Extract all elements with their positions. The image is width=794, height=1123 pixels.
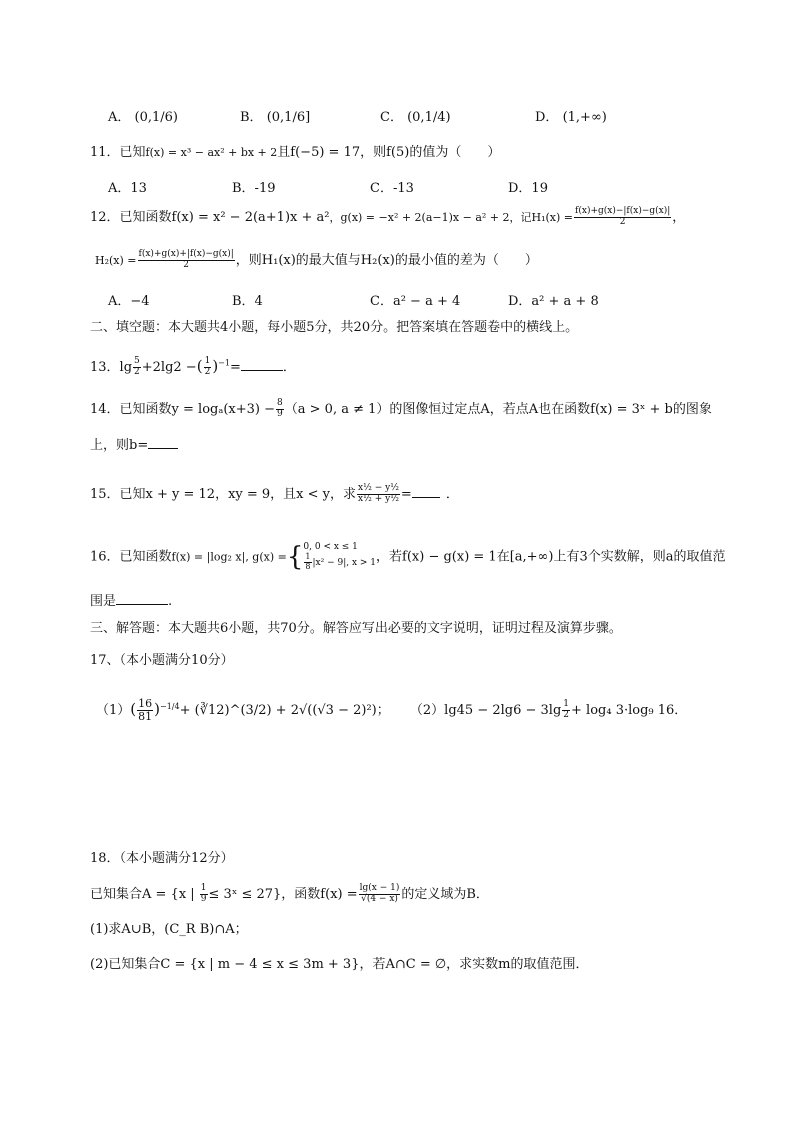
section3-heading: 三、解答题：本大题共6小题，共70分。解答应写出必要的文字说明，证明过程及演算步骤。 xyxy=(90,621,622,636)
q11-option-b: B．-19 xyxy=(232,181,276,196)
q18-line2: (1)求A∪B，(C_R B)∩A； xyxy=(90,922,248,937)
q10-option-b: B． (0,1/6] xyxy=(240,110,311,125)
h1-fraction: $\frac{f(x)+g(x)-|f(x)-g(x)|}{2}$ xyxy=(575,206,671,227)
q18-line3: (2)已知集合C = {x | m − 4 ≤ x ≤ 3m + 3}，若A∩C = ∅，求实数m的取值范围． xyxy=(90,957,589,972)
q16-stem-line2: 围是 . xyxy=(90,594,173,609)
q12-option-b: B．4 xyxy=(232,294,263,309)
q11-option-a: A．13 xyxy=(108,181,147,196)
q16-answer-blank[interactable] xyxy=(116,592,168,605)
q18-line1: 已知集合A = {x | $\frac{1}{9}$ ≤ 3ˣ ≤ 27}，函数f(x) = $\frac{\lg(x - 1)}{√(4 - x)}$ 的定义域为B． xyxy=(90,883,489,904)
q13-answer-blank[interactable] xyxy=(241,358,283,371)
q11-option-c: C．-13 xyxy=(370,181,414,196)
q12-option-c: C．a² − a + 4 xyxy=(370,294,461,309)
q11-stem: 11．已知f(x) = x³ − ax² + bx + 2且f(−5) = 17，则f(5)的值为（ ） xyxy=(90,145,501,160)
q17-parts: （1）( $\frac{16}{81}$ )$^{-1/4}$+ (∛12)^(3/2) + 2√((√3 − 2)²)； （2）lg45 − 2lg6 − 3lg $\frac{1}{2}$ + log₄ 3·log₉ 16． xyxy=(96,697,688,724)
q13-stem: 13．lg $\frac{5}{2}$ +2lg2 −( $\frac{1}{2}$ )$^{-1}$= ． xyxy=(90,356,296,377)
q12-option-d: D．a² + a + 8 xyxy=(508,294,599,309)
q15-answer-blank[interactable] xyxy=(412,485,440,498)
section2-heading: 二、填空题：本大题共4小题，每小题5分，共20分。把答案填在答题卷中的横线上。 xyxy=(90,320,579,335)
q12-option-a: A．−4 xyxy=(108,294,150,309)
q17-title: 17、（本小题满分10分） xyxy=(90,653,234,668)
q14-stem-line1: 14．已知函数y = logₐ(x+3) − $\frac{8}{9}$ （a > 0, a ≠ 1）的图像恒过定点A，若点A也在函数f(x) = 3ˣ + b的图象 xyxy=(90,398,712,419)
q10-option-a: A． (0,1/6) xyxy=(108,110,178,125)
q11-option-d: D．19 xyxy=(508,181,548,196)
q14-stem-line2: 上，则b= xyxy=(90,436,178,452)
q10-option-c: C． (0,1/4) xyxy=(380,110,451,125)
h2-fraction: $\frac{f(x)+g(x)+|f(x)-g(x)|}{2}$ xyxy=(138,249,234,270)
q15-stem: 15．已知x + y = 12，xy = 9，且x < y，求 $\frac{\text{x½ − y½}}{\text{x½ + y½}}$ = ． xyxy=(90,483,459,504)
q14-answer-blank[interactable] xyxy=(148,436,178,449)
q18-title: 18．（本小题满分12分） xyxy=(90,851,234,866)
q16-stem-line1: 16．已知函数f(x) = |log₂ x|, g(x) ={ 0, 0 < x ≤ 1 $\frac{1}{8}$ |x² − 9|, x > 1 ，若f(x) − g(x) = 1在[a,+∞)上有3个实数解，则a的取值范 xyxy=(90,541,726,572)
q12-stem-line1: 12．已知函数f(x) = x² − 2(a+1)x + a²，g(x) = −x² + 2(a−1)x − a² + 2，记H₁(x) = $\frac{f(x)+g(x)-|f(x)-g(x)|}{2}$ ， xyxy=(90,206,686,227)
q10-option-d: D． (1,+∞) xyxy=(535,110,607,125)
q12-stem-line2: H₂(x) = $\frac{f(x)+g(x)+|f(x)-g(x)|}{2}$ ，则H₁(x)的最大值与H₂(x)的最小值的差为（ ） xyxy=(95,249,538,270)
